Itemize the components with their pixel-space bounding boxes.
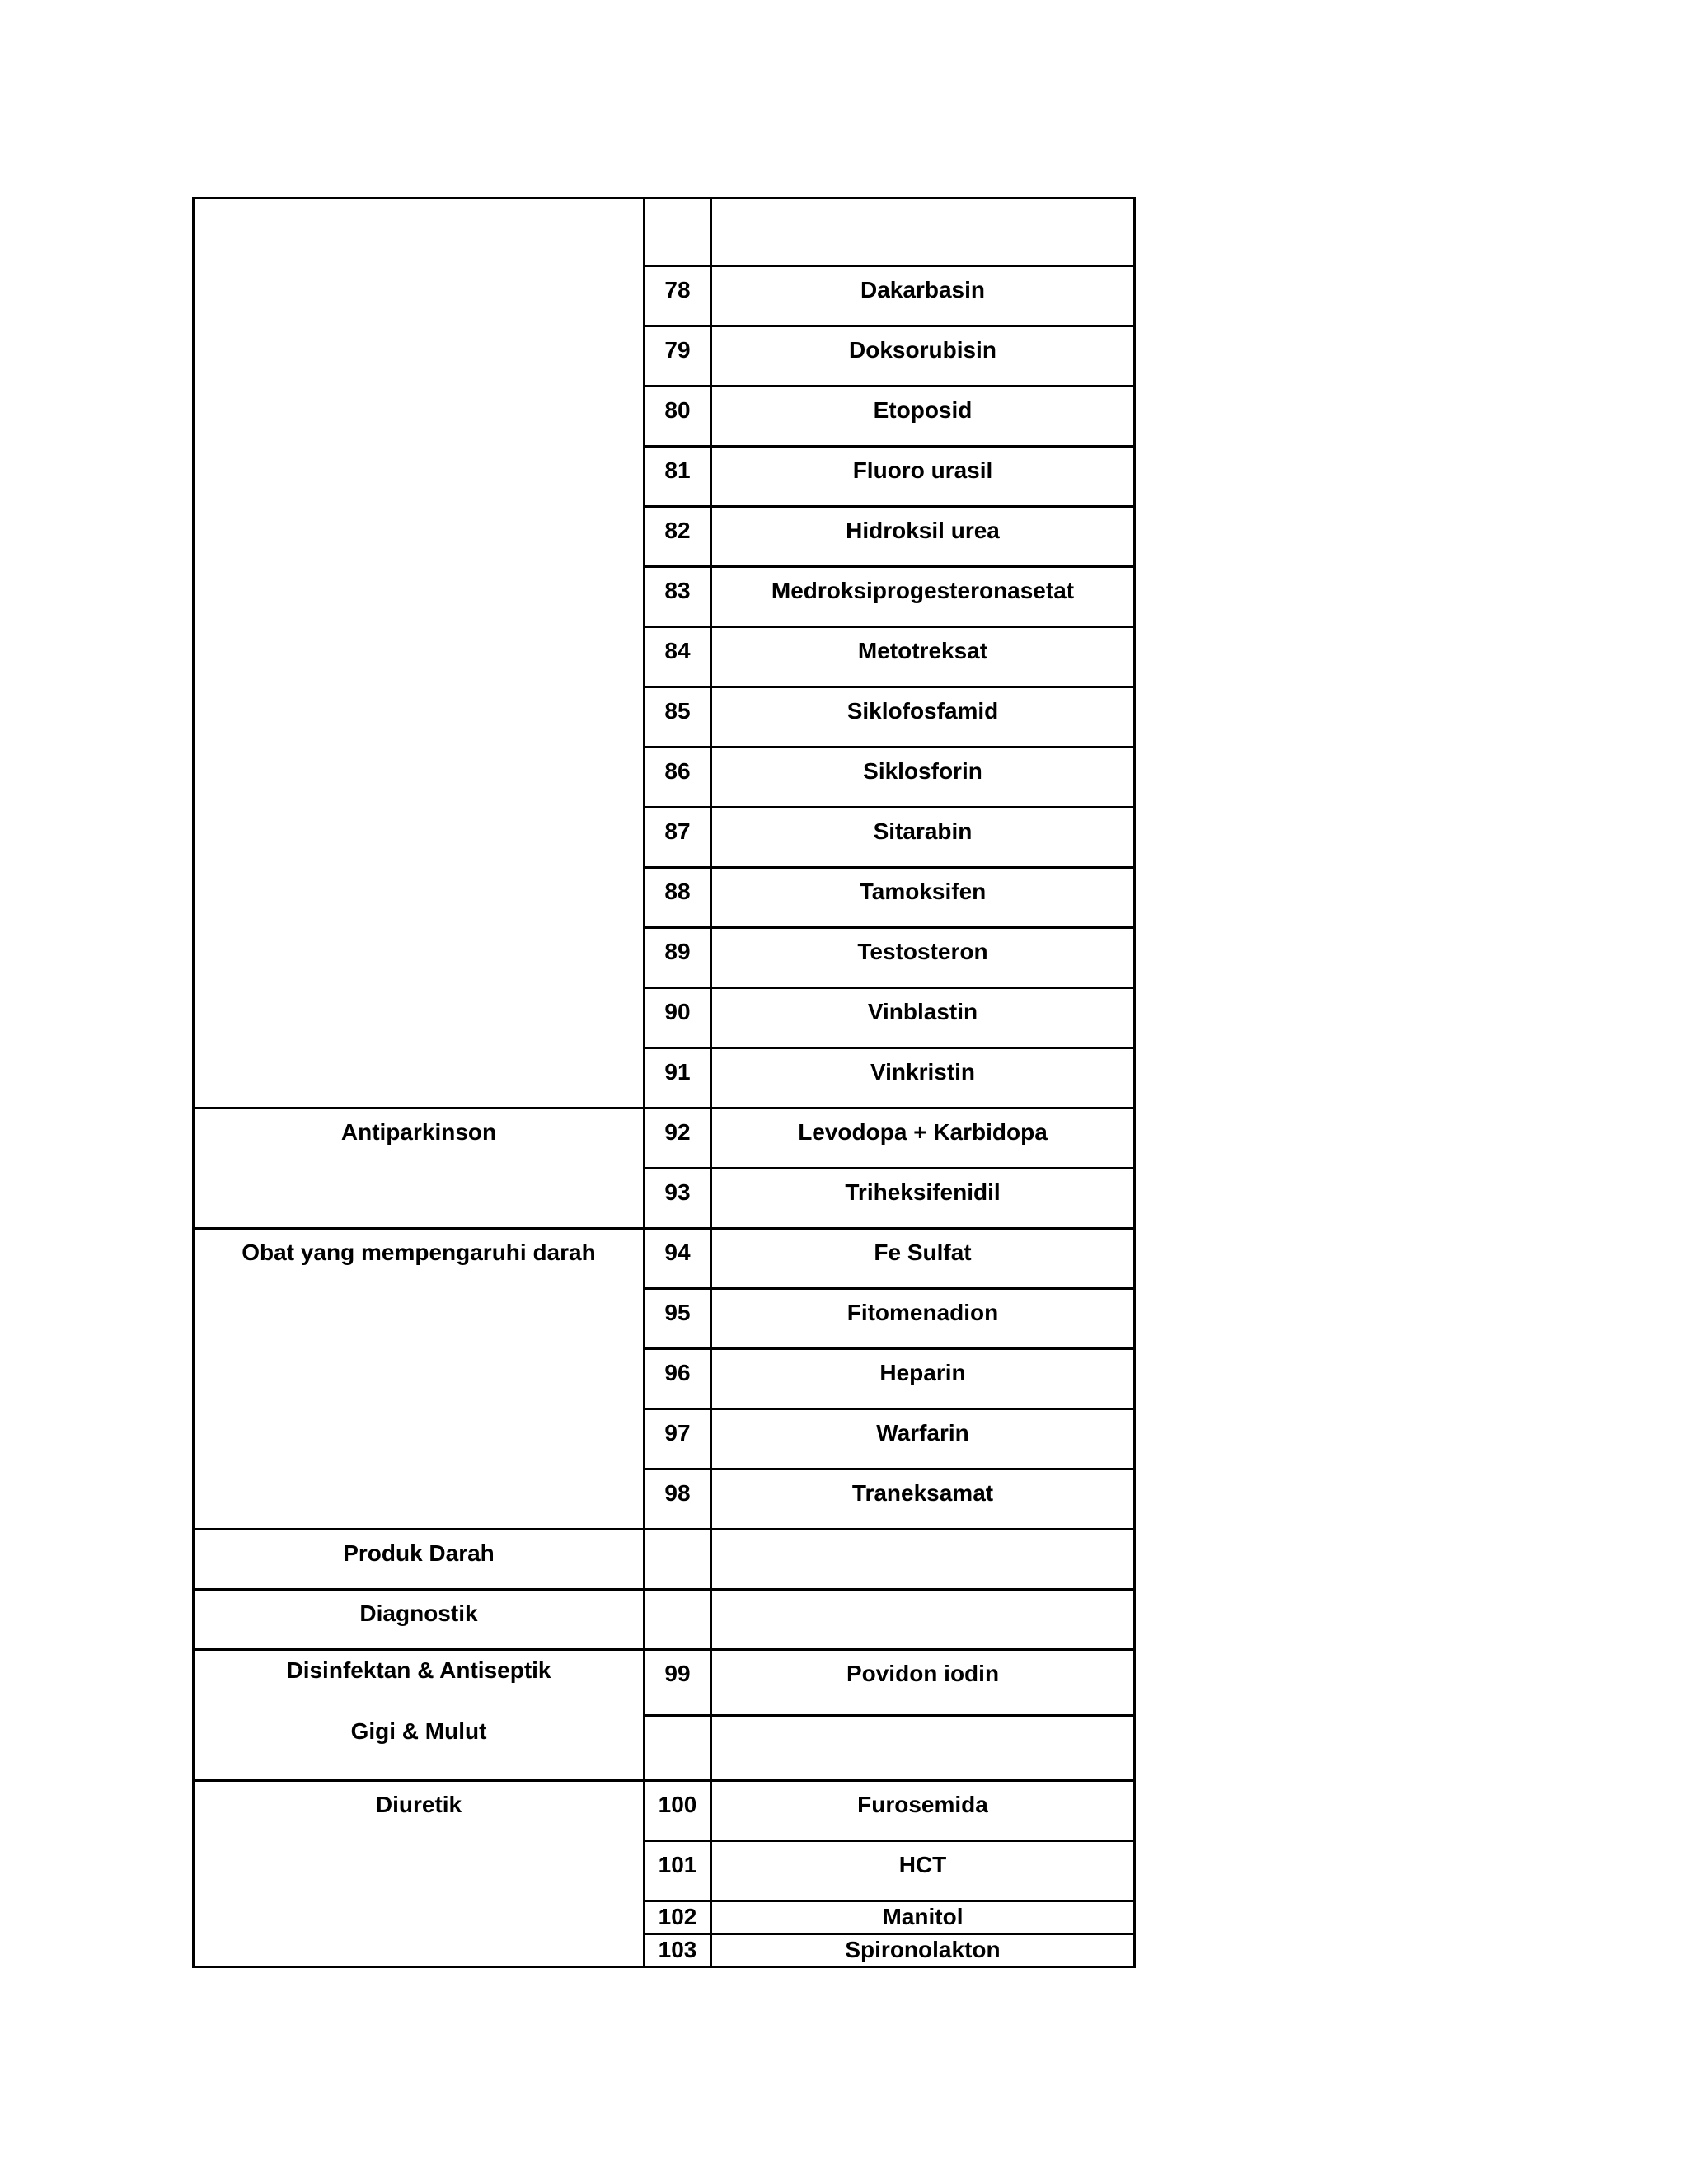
category-label: Gigi & Mulut xyxy=(350,1718,487,1744)
drug-name-cell xyxy=(711,507,1135,567)
number-cell xyxy=(645,1590,711,1650)
drug-number: 90 xyxy=(664,999,691,1024)
number-cell xyxy=(645,1409,711,1469)
drug-number: 94 xyxy=(664,1240,691,1265)
drug-name xyxy=(712,1530,1133,1540)
number-cell xyxy=(645,1349,711,1409)
category-cell-diagnostic xyxy=(194,1590,645,1650)
drug-number: 91 xyxy=(664,1059,691,1085)
number-cell xyxy=(645,1469,711,1530)
number-cell xyxy=(645,199,711,266)
number-cell xyxy=(645,1650,711,1716)
drug-name: Spironolakton xyxy=(845,1937,1001,1962)
number-cell xyxy=(645,326,711,387)
drug-name-cell xyxy=(711,1841,1135,1901)
number-cell xyxy=(645,1048,711,1108)
number-cell xyxy=(645,1781,711,1841)
drug-number: 89 xyxy=(664,939,691,964)
drug-number: 85 xyxy=(664,698,691,724)
drug-number xyxy=(645,1530,710,1540)
drug-name-cell xyxy=(711,1169,1135,1229)
drug-name-cell xyxy=(711,266,1135,326)
drug-number: 80 xyxy=(664,397,691,423)
drug-name-cell xyxy=(711,1901,1135,1934)
drug-name: Fe Sulfat xyxy=(874,1240,972,1265)
drug-name-cell xyxy=(711,808,1135,868)
drug-name-cell xyxy=(711,1349,1135,1409)
drug-number: 84 xyxy=(664,638,691,663)
number-cell xyxy=(645,507,711,567)
category-cell-blood-products xyxy=(194,1530,645,1590)
drug-name: Hidroksil urea xyxy=(846,518,1000,543)
number-cell xyxy=(645,1229,711,1289)
drug-number: 81 xyxy=(664,457,691,483)
drug-name: Testosteron xyxy=(857,939,988,964)
drug-name-cell xyxy=(711,1409,1135,1469)
category-cell-antineoplastic xyxy=(194,199,645,1108)
drug-name: Triheksifenidil xyxy=(845,1179,1001,1205)
number-cell xyxy=(645,868,711,928)
category-label: Disinfektan & Antiseptik xyxy=(286,1657,551,1683)
drug-name: Sitarabin xyxy=(873,818,973,844)
drug-name-cell xyxy=(711,748,1135,808)
number-cell xyxy=(645,1289,711,1349)
drug-name: Dakarbasin xyxy=(860,277,985,302)
drug-name: Tamoksifen xyxy=(859,879,987,904)
drug-name-cell xyxy=(711,627,1135,687)
drug-name: Vinkristin xyxy=(870,1059,976,1085)
table-row xyxy=(194,1229,1135,1289)
number-cell xyxy=(645,266,711,326)
drug-number: 83 xyxy=(664,578,691,603)
drug-number: 95 xyxy=(664,1300,691,1325)
drug-name-cell xyxy=(711,326,1135,387)
category-label: Antiparkinson xyxy=(340,1119,497,1145)
drug-name-cell xyxy=(711,1530,1135,1590)
category-cell-antiparkinson xyxy=(194,1108,645,1229)
number-cell xyxy=(645,1169,711,1229)
drug-number xyxy=(645,1591,710,1601)
drug-number xyxy=(645,199,710,209)
category-cell-diuretic xyxy=(194,1781,645,1967)
number-cell xyxy=(645,1530,711,1590)
number-cell xyxy=(645,387,711,447)
drug-name: Siklofosfamid xyxy=(846,698,999,724)
drug-number: 87 xyxy=(664,818,691,844)
number-cell xyxy=(645,687,711,748)
drug-name: Manitol xyxy=(882,1904,964,1929)
drug-name xyxy=(712,1717,1133,1727)
drug-name: HCT xyxy=(898,1852,947,1877)
drug-number: 93 xyxy=(664,1179,691,1205)
category-label xyxy=(195,199,643,209)
drug-number: 100 xyxy=(658,1792,697,1817)
number-cell xyxy=(645,1934,711,1967)
drug-name-cell xyxy=(711,387,1135,447)
table-row xyxy=(194,1108,1135,1169)
drug-name: Etoposid xyxy=(873,397,973,423)
drug-number: 103 xyxy=(658,1937,697,1962)
category-label: Obat yang mempengaruhi darah xyxy=(241,1240,596,1265)
drug-name-cell xyxy=(711,567,1135,627)
number-cell xyxy=(645,808,711,868)
drug-name: Povidon iodin xyxy=(846,1661,1000,1686)
drug-number: 97 xyxy=(664,1420,691,1446)
drug-name: Siklosforin xyxy=(863,758,982,784)
drug-name-cell xyxy=(711,1590,1135,1650)
drug-number: 98 xyxy=(664,1480,691,1506)
number-cell xyxy=(645,988,711,1048)
drug-name-cell xyxy=(711,1108,1135,1169)
drug-name-cell xyxy=(711,1289,1135,1349)
number-cell xyxy=(645,447,711,507)
category-label: Diagnostik xyxy=(359,1601,478,1626)
number-cell xyxy=(645,1841,711,1901)
drug-number: 82 xyxy=(664,518,691,543)
category-label: Produk Darah xyxy=(343,1540,495,1566)
drug-name-cell xyxy=(711,1469,1135,1530)
drug-name: Doksorubisin xyxy=(849,337,996,363)
drug-list-table xyxy=(192,197,1136,1968)
category-cell-blood xyxy=(194,1229,645,1530)
category-label: Diuretik xyxy=(375,1792,462,1817)
table-row xyxy=(194,1781,1135,1841)
number-cell xyxy=(645,627,711,687)
drug-name: Fluoro urasil xyxy=(852,457,993,483)
table-row xyxy=(194,1530,1135,1590)
drug-name: Levodopa + Karbidopa xyxy=(798,1119,1048,1145)
drug-name-cell xyxy=(711,447,1135,507)
drug-number: 102 xyxy=(658,1904,697,1929)
drug-number: 88 xyxy=(664,879,691,904)
drug-name: Furosemida xyxy=(857,1792,988,1817)
drug-name-cell xyxy=(711,988,1135,1048)
drug-name xyxy=(712,1591,1133,1601)
drug-name-cell xyxy=(711,1715,1135,1781)
number-cell xyxy=(645,1108,711,1169)
drug-name xyxy=(712,199,1133,209)
drug-number: 78 xyxy=(664,277,691,302)
number-cell xyxy=(645,1715,711,1781)
drug-number: 96 xyxy=(664,1360,691,1385)
drug-name: Medroksiprogesteronasetat xyxy=(771,578,1075,603)
drug-name-cell xyxy=(711,868,1135,928)
drug-name-cell xyxy=(711,928,1135,988)
drug-number: 101 xyxy=(658,1852,697,1877)
drug-number: 99 xyxy=(664,1661,691,1686)
category-cell-disinfectant-dental xyxy=(194,1650,645,1781)
table-row xyxy=(194,199,1135,266)
drug-name: Traneksamat xyxy=(851,1480,994,1506)
drug-name: Warfarin xyxy=(876,1420,969,1446)
drug-name: Heparin xyxy=(879,1360,966,1385)
drug-name: Fitomenadion xyxy=(846,1300,999,1325)
number-cell xyxy=(645,567,711,627)
drug-name-cell xyxy=(711,1781,1135,1841)
drug-name-cell xyxy=(711,199,1135,266)
table-row xyxy=(194,1650,1135,1716)
table-row xyxy=(194,1590,1135,1650)
drug-name-cell xyxy=(711,1048,1135,1108)
drug-name-cell xyxy=(711,1229,1135,1289)
category-label-group xyxy=(195,1651,643,1779)
number-cell xyxy=(645,1901,711,1934)
drug-name: Vinblastin xyxy=(867,999,978,1024)
drug-number xyxy=(645,1717,710,1727)
drug-name: Metotreksat xyxy=(857,638,988,663)
number-cell xyxy=(645,748,711,808)
drug-number: 86 xyxy=(664,758,691,784)
drug-name-cell xyxy=(711,1650,1135,1716)
drug-name-cell xyxy=(711,1934,1135,1967)
drug-number: 79 xyxy=(664,337,691,363)
drug-name-cell xyxy=(711,687,1135,748)
number-cell xyxy=(645,928,711,988)
drug-number: 92 xyxy=(664,1119,691,1145)
